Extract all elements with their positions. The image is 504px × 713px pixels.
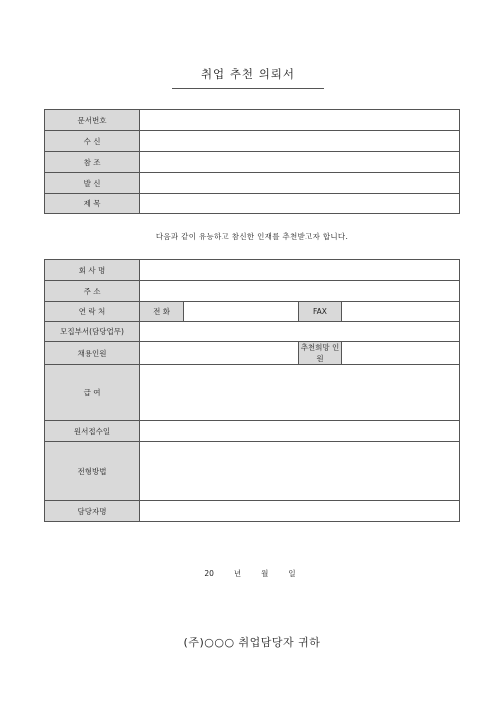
document-title: 취업 추천 의뢰서 — [200, 67, 296, 81]
department-label: 모집부서(담당업무) — [45, 322, 140, 342]
reference-label: 참 조 — [45, 152, 140, 173]
doc-number-field[interactable] — [140, 110, 460, 131]
sender-label: 발 신 — [45, 173, 140, 194]
subject-label: 제 목 — [45, 194, 140, 214]
header-table — [44, 109, 460, 214]
receiver-label: 수 신 — [45, 131, 140, 152]
date-year-prefix: 20 — [204, 569, 214, 578]
header-row-sender — [45, 173, 460, 194]
fax-field[interactable] — [342, 302, 460, 322]
sender-field[interactable] — [140, 173, 460, 194]
salary-label: 급 여 — [45, 365, 140, 421]
manager-label: 담당자명 — [45, 501, 140, 522]
title-underline — [172, 88, 324, 89]
doc-number-label: 문서번호 — [45, 110, 140, 131]
header-row-subject — [45, 194, 460, 214]
recommend-count-label: 추천희망 인원 — [299, 342, 342, 365]
address-label: 주 소 — [45, 281, 140, 302]
company-name-label: 회 사 명 — [45, 260, 140, 281]
header-row-receiver — [45, 131, 460, 152]
process-row — [45, 442, 460, 501]
salary-row — [45, 365, 460, 421]
hiring-count-field[interactable] — [140, 342, 299, 365]
header-row-reference — [45, 152, 460, 173]
recipient-line: (주)○○○ 취업담당자 귀하 — [183, 636, 321, 649]
header-row-doc-number — [45, 110, 460, 131]
phone-field[interactable] — [184, 302, 299, 322]
fax-label: FAX — [299, 302, 342, 322]
company-table — [44, 259, 460, 522]
contact-label: 연 락 처 — [45, 302, 140, 322]
department-field[interactable] — [140, 322, 460, 342]
company-name-row — [45, 260, 460, 281]
manager-row — [45, 501, 460, 522]
subject-field[interactable] — [140, 194, 460, 214]
recommend-count-field[interactable] — [342, 342, 460, 365]
date-year-label: 년 — [233, 569, 242, 578]
application-date-field[interactable] — [140, 421, 460, 442]
process-field[interactable] — [140, 442, 460, 501]
hiring-count-label: 채용인원 — [45, 342, 140, 365]
receiver-field[interactable] — [140, 131, 460, 152]
process-label: 전형방법 — [45, 442, 140, 501]
department-row — [45, 322, 460, 342]
date-line — [150, 568, 350, 579]
reference-field[interactable] — [140, 152, 460, 173]
date-day-label: 일 — [288, 569, 296, 578]
address-row — [45, 281, 460, 302]
request-note: 다음과 같이 유능하고 참신한 인재를 추천받고자 합니다. — [155, 232, 349, 241]
application-date-row — [45, 421, 460, 442]
address-field[interactable] — [140, 281, 460, 302]
company-name-field[interactable] — [140, 260, 460, 281]
application-date-label: 원서접수일 — [45, 421, 140, 442]
contact-row — [45, 302, 460, 322]
hiring-row — [45, 342, 460, 365]
manager-field[interactable] — [140, 501, 460, 522]
phone-label: 전 화 — [140, 302, 184, 322]
date-month-label: 월 — [261, 569, 269, 578]
salary-field[interactable] — [140, 365, 460, 421]
